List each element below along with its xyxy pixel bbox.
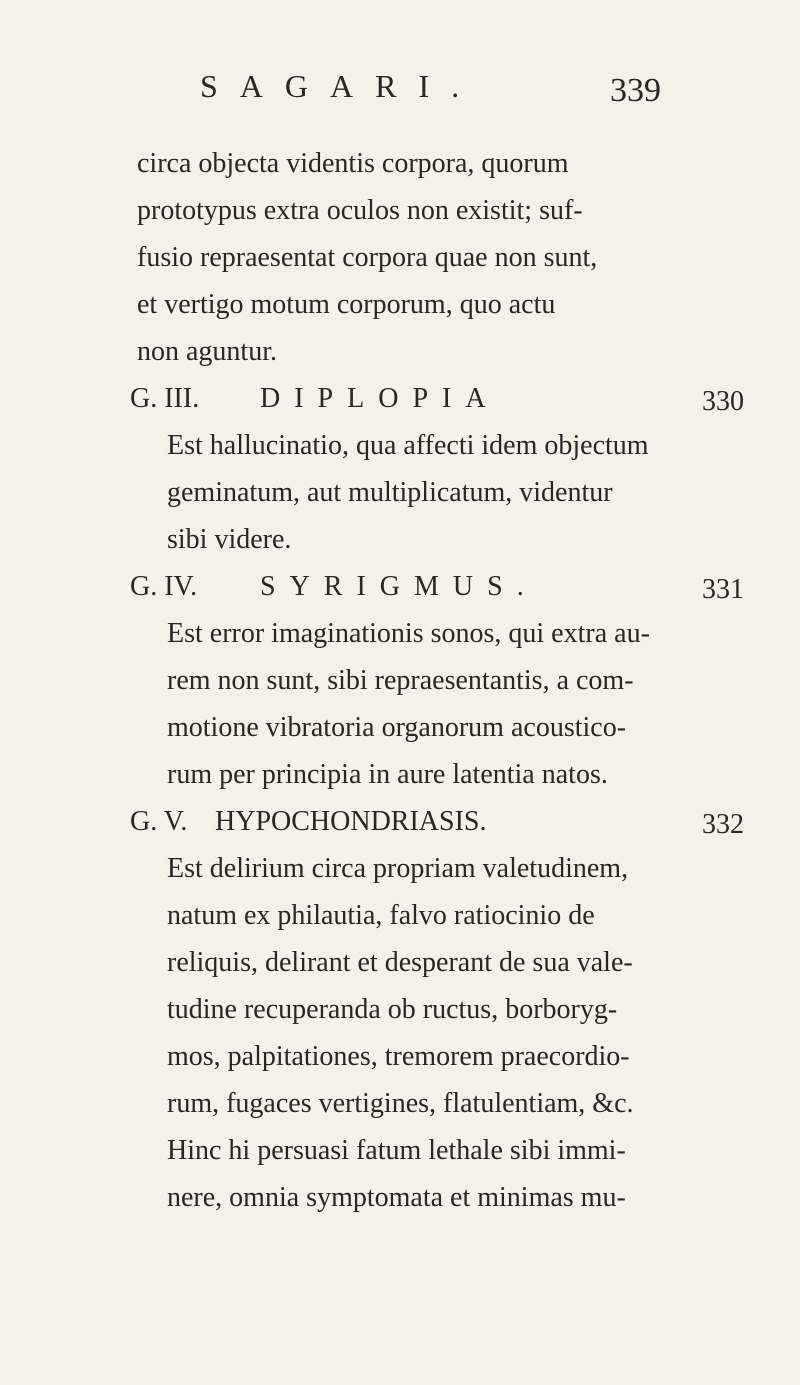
text-line: Hinc hi persuasi fatum lethale sibi immi- xyxy=(167,1135,626,1166)
text-line: motione vibratoria organorum acoustico- xyxy=(167,712,627,743)
text-line: et vertigo motum corporum, quo actu xyxy=(137,289,556,320)
text-line: circa objecta videntis corpora, quorum xyxy=(137,148,569,179)
section-title: HYPOCHONDRIASIS. xyxy=(215,806,487,837)
section-label: G. IV. xyxy=(130,571,198,602)
margin-number: 330 xyxy=(702,386,744,417)
section-title: SYRIGMUS. xyxy=(260,571,538,602)
margin-number: 332 xyxy=(702,809,744,840)
text-line: rum per principia in aure latentia natos. xyxy=(167,759,608,790)
text-line: fusio repraesentat corpora quae non sunt, xyxy=(137,242,598,273)
text-line: tudine recuperanda ob ructus, borboryg- xyxy=(167,994,618,1025)
text-line: mos, palpitationes, tremorem praecordio- xyxy=(167,1041,630,1072)
text-line: rum, fugaces vertigines, flatulentiam, &c. xyxy=(167,1088,634,1119)
text-line: non aguntur. xyxy=(137,336,277,367)
text-line: rem non sunt, sibi repraesentantis, a com- xyxy=(167,665,634,696)
text-line: Est error imaginationis sonos, qui extra au- xyxy=(167,618,650,649)
text-line: natum ex philautia, falvo ratiocinio de xyxy=(167,900,595,931)
text-line: Est hallucinatio, qua affecti idem objectum xyxy=(167,430,649,461)
text-line: geminatum, aut multiplicatum, videntur xyxy=(167,477,613,508)
text-line: reliquis, delirant et desperant de sua vale- xyxy=(167,947,633,978)
running-title: SAGARI. xyxy=(200,68,482,104)
section-label: G. III. xyxy=(130,383,200,414)
section-title: DIPLOPIA xyxy=(260,383,500,414)
margin-number: 331 xyxy=(702,574,744,605)
text-line: prototypus extra oculos non existit; suf- xyxy=(137,195,583,226)
section-label: G. V. xyxy=(130,806,188,837)
text-line: nere, omnia symptomata et minimas mu- xyxy=(167,1182,626,1213)
text-line: Est delirium circa propriam valetudinem, xyxy=(167,853,629,884)
text-line: sibi videre. xyxy=(167,524,292,555)
page-number: 339 xyxy=(610,72,661,109)
